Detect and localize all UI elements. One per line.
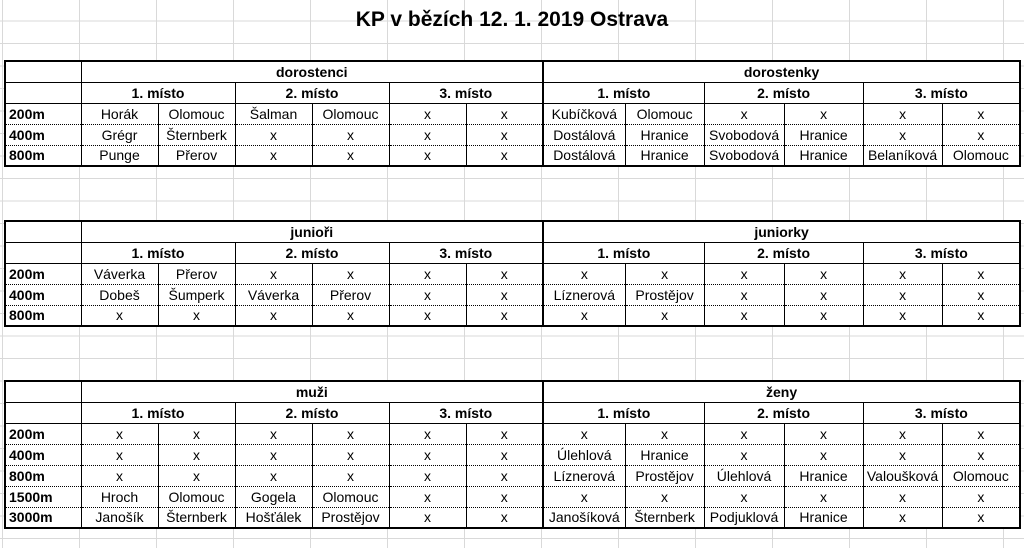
club-cell: Olomouc: [158, 103, 235, 124]
club-cell: Šumperk: [158, 284, 235, 305]
athlete-name-cell: Hroch: [81, 486, 158, 507]
category-header: junioři: [81, 221, 543, 242]
distance-label: 400m: [5, 124, 81, 145]
athlete-name-cell: x: [235, 263, 312, 284]
results-table: [4, 380, 1021, 529]
athlete-name-cell: Úlehlová: [704, 465, 784, 486]
athlete-name-cell: Valoušková: [863, 465, 942, 486]
athlete-name-cell: x: [235, 145, 312, 166]
club-cell: Hranice: [784, 124, 863, 145]
place-header: 3. místo: [863, 402, 1020, 423]
athlete-name-cell: x: [235, 305, 312, 326]
corner-cell: [5, 61, 81, 82]
club-cell: x: [466, 486, 543, 507]
distance-label: 800m: [5, 465, 81, 486]
athlete-name-cell: x: [389, 423, 466, 444]
table-row: [5, 465, 1020, 486]
athlete-name-cell: x: [389, 145, 466, 166]
place-header: 1. místo: [81, 402, 235, 423]
athlete-name-cell: Podjuklová: [704, 507, 784, 528]
place-header: 2. místo: [704, 242, 863, 263]
athlete-name-cell: Svobodová: [704, 145, 784, 166]
category-header: dorostenci: [81, 61, 543, 82]
place-header: 3. místo: [389, 82, 543, 103]
distance-label: 800m: [5, 305, 81, 326]
club-cell: x: [942, 423, 1020, 444]
club-cell: Olomouc: [942, 465, 1020, 486]
club-cell: Šternberk: [158, 507, 235, 528]
athlete-name-cell: x: [389, 507, 466, 528]
club-cell: Hranice: [625, 145, 704, 166]
table-row: [5, 284, 1020, 305]
place-header: 1. místo: [543, 82, 704, 103]
corner-cell: [5, 402, 81, 423]
athlete-name-cell: x: [543, 423, 625, 444]
athlete-name-cell: x: [235, 444, 312, 465]
club-cell: x: [625, 423, 704, 444]
athlete-name-cell: x: [704, 444, 784, 465]
club-cell: x: [466, 465, 543, 486]
place-header: 1. místo: [81, 82, 235, 103]
place-header: 1. místo: [81, 242, 235, 263]
club-cell: Prostějov: [625, 465, 704, 486]
club-cell: x: [942, 124, 1020, 145]
category-header: ženy: [543, 381, 1020, 402]
club-cell: x: [158, 465, 235, 486]
distance-label: 1500m: [5, 486, 81, 507]
club-cell: x: [784, 284, 863, 305]
athlete-name-cell: Líznerová: [543, 465, 625, 486]
club-cell: x: [312, 145, 389, 166]
athlete-name-cell: x: [704, 284, 784, 305]
athlete-name-cell: Grégr: [81, 124, 158, 145]
athlete-name-cell: Belaníková: [863, 145, 942, 166]
athlete-name-cell: x: [543, 263, 625, 284]
page-title: KP v bězích 12. 1. 2019 Ostrava: [355, 8, 669, 31]
club-cell: x: [784, 305, 863, 326]
athlete-name-cell: x: [389, 103, 466, 124]
distance-label: 200m: [5, 103, 81, 124]
club-cell: x: [625, 305, 704, 326]
club-cell: x: [312, 124, 389, 145]
athlete-name-cell: Kubíčková: [543, 103, 625, 124]
club-cell: Šternberk: [625, 507, 704, 528]
club-cell: x: [466, 263, 543, 284]
athlete-name-cell: x: [389, 284, 466, 305]
athlete-name-cell: x: [863, 103, 942, 124]
club-cell: Olomouc: [625, 103, 704, 124]
club-cell: x: [942, 103, 1020, 124]
athlete-name-cell: x: [235, 423, 312, 444]
club-cell: x: [466, 284, 543, 305]
athlete-name-cell: x: [235, 465, 312, 486]
athlete-name-cell: Šalman: [235, 103, 312, 124]
club-cell: Olomouc: [312, 486, 389, 507]
club-cell: Přerov: [158, 145, 235, 166]
athlete-name-cell: x: [863, 444, 942, 465]
club-cell: x: [942, 263, 1020, 284]
club-cell: x: [784, 103, 863, 124]
club-cell: Hranice: [784, 507, 863, 528]
club-cell: Hranice: [625, 444, 704, 465]
club-cell: Hranice: [784, 145, 863, 166]
club-cell: x: [312, 444, 389, 465]
club-cell: x: [784, 444, 863, 465]
table-row: [5, 305, 1020, 326]
distance-label: 200m: [5, 423, 81, 444]
athlete-name-cell: x: [863, 423, 942, 444]
place-header: 2. místo: [704, 402, 863, 423]
club-cell: Přerov: [158, 263, 235, 284]
club-cell: x: [466, 124, 543, 145]
distance-label: 400m: [5, 444, 81, 465]
club-cell: x: [784, 263, 863, 284]
athlete-name-cell: Váverka: [235, 284, 312, 305]
table-row: [5, 444, 1020, 465]
club-cell: x: [312, 423, 389, 444]
athlete-name-cell: Dostálová: [543, 124, 625, 145]
athlete-name-cell: x: [389, 124, 466, 145]
club-cell: Olomouc: [942, 145, 1020, 166]
club-cell: Prostějov: [625, 284, 704, 305]
distance-label: 200m: [5, 263, 81, 284]
club-cell: x: [466, 103, 543, 124]
athlete-name-cell: x: [863, 284, 942, 305]
athlete-name-cell: Janošíková: [543, 507, 625, 528]
club-cell: x: [784, 486, 863, 507]
athlete-name-cell: x: [81, 444, 158, 465]
athlete-name-cell: x: [704, 103, 784, 124]
distance-label: 800m: [5, 145, 81, 166]
club-cell: x: [158, 444, 235, 465]
athlete-name-cell: x: [863, 486, 942, 507]
club-cell: x: [312, 263, 389, 284]
athlete-name-cell: Gogela: [235, 486, 312, 507]
athlete-name-cell: x: [389, 305, 466, 326]
table-row: [5, 263, 1020, 284]
club-cell: x: [466, 507, 543, 528]
athlete-name-cell: Hošťálek: [235, 507, 312, 528]
category-header: dorostenky: [543, 61, 1020, 82]
athlete-name-cell: Janošík: [81, 507, 158, 528]
corner-cell: [5, 221, 81, 242]
athlete-name-cell: x: [389, 444, 466, 465]
place-header-row: [5, 82, 1020, 103]
athlete-name-cell: x: [704, 486, 784, 507]
category-header-row: [5, 221, 1020, 242]
table-row: [5, 423, 1020, 444]
results-table: [4, 60, 1021, 167]
club-cell: x: [942, 305, 1020, 326]
club-cell: x: [158, 423, 235, 444]
athlete-name-cell: Punge: [81, 145, 158, 166]
athlete-name-cell: x: [543, 305, 625, 326]
athlete-name-cell: x: [389, 263, 466, 284]
category-header: muži: [81, 381, 543, 402]
corner-cell: [5, 82, 81, 103]
club-cell: Olomouc: [158, 486, 235, 507]
table-row: [5, 486, 1020, 507]
club-cell: x: [312, 305, 389, 326]
athlete-name-cell: x: [863, 507, 942, 528]
athlete-name-cell: Úlehlová: [543, 444, 625, 465]
athlete-name-cell: x: [543, 486, 625, 507]
athlete-name-cell: Líznerová: [543, 284, 625, 305]
athlete-name-cell: x: [81, 465, 158, 486]
distance-label: 3000m: [5, 507, 81, 528]
athlete-name-cell: x: [863, 124, 942, 145]
club-cell: x: [466, 423, 543, 444]
athlete-name-cell: Svobodová: [704, 124, 784, 145]
table-row: [5, 507, 1020, 528]
athlete-name-cell: Horák: [81, 103, 158, 124]
club-cell: x: [942, 284, 1020, 305]
athlete-name-cell: x: [863, 305, 942, 326]
club-cell: Hranice: [784, 465, 863, 486]
club-cell: x: [942, 486, 1020, 507]
athlete-name-cell: x: [81, 305, 158, 326]
place-header: 2. místo: [704, 82, 863, 103]
place-header: 2. místo: [235, 402, 389, 423]
place-header: 1. místo: [543, 242, 704, 263]
place-header: 3. místo: [389, 402, 543, 423]
place-header: 2. místo: [235, 242, 389, 263]
athlete-name-cell: x: [235, 124, 312, 145]
place-header: 3. místo: [863, 242, 1020, 263]
club-cell: Olomouc: [312, 103, 389, 124]
table-row: [5, 103, 1020, 124]
place-header-row: [5, 242, 1020, 263]
club-cell: Přerov: [312, 284, 389, 305]
athlete-name-cell: x: [389, 486, 466, 507]
place-header-row: [5, 402, 1020, 423]
athlete-name-cell: x: [704, 423, 784, 444]
table-row: [5, 145, 1020, 166]
athlete-name-cell: x: [704, 263, 784, 284]
corner-cell: [5, 381, 81, 402]
athlete-name-cell: x: [389, 465, 466, 486]
corner-cell: [5, 242, 81, 263]
club-cell: x: [466, 305, 543, 326]
athlete-name-cell: Dobeš: [81, 284, 158, 305]
place-header: 2. místo: [235, 82, 389, 103]
place-header: 3. místo: [863, 82, 1020, 103]
category-header-row: [5, 61, 1020, 82]
results-table: [4, 220, 1021, 327]
club-cell: Hranice: [625, 124, 704, 145]
club-cell: x: [942, 507, 1020, 528]
club-cell: x: [466, 145, 543, 166]
club-cell: x: [625, 263, 704, 284]
place-header: 1. místo: [543, 402, 704, 423]
category-header: juniorky: [543, 221, 1020, 242]
athlete-name-cell: x: [704, 305, 784, 326]
place-header: 3. místo: [389, 242, 543, 263]
distance-label: 400m: [5, 284, 81, 305]
category-header-row: [5, 381, 1020, 402]
table-row: [5, 124, 1020, 145]
athlete-name-cell: Dostálová: [543, 145, 625, 166]
athlete-name-cell: x: [863, 263, 942, 284]
club-cell: x: [942, 444, 1020, 465]
club-cell: x: [312, 465, 389, 486]
club-cell: Prostějov: [312, 507, 389, 528]
athlete-name-cell: x: [81, 423, 158, 444]
club-cell: Šternberk: [158, 124, 235, 145]
club-cell: x: [625, 486, 704, 507]
club-cell: x: [158, 305, 235, 326]
athlete-name-cell: Váverka: [81, 263, 158, 284]
club-cell: x: [784, 423, 863, 444]
club-cell: x: [466, 444, 543, 465]
